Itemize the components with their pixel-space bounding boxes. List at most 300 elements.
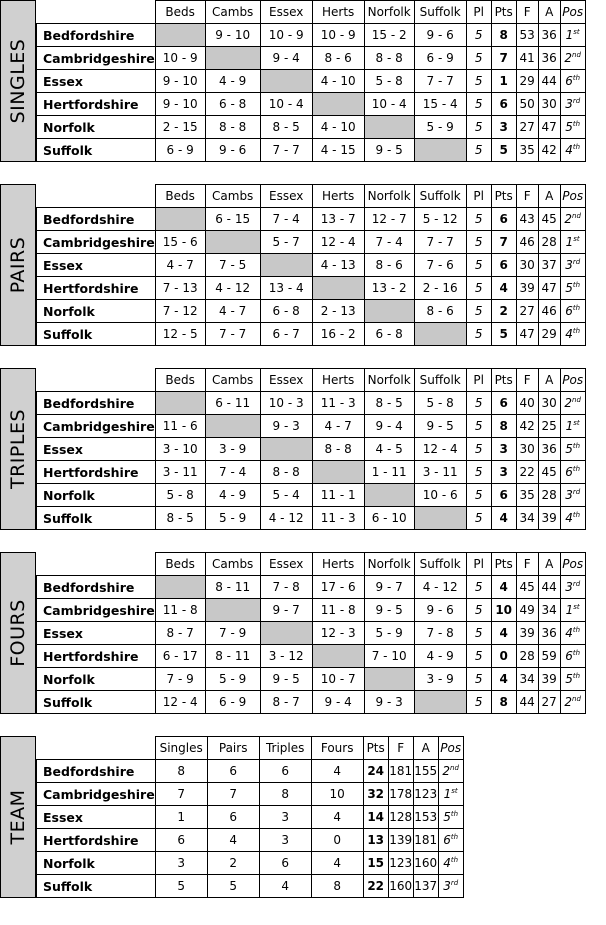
- result-cell: 7 - 10: [364, 645, 414, 668]
- played-cell: 5: [466, 507, 491, 530]
- position-value: 5: [443, 810, 451, 824]
- played-cell: 5: [466, 622, 491, 645]
- column-header: A: [413, 737, 438, 760]
- results-table: [36, 0, 586, 162]
- result-cell: 8 - 7: [260, 691, 312, 714]
- county-name: Bedfordshire: [37, 24, 156, 47]
- position-value: 5: [565, 672, 573, 686]
- table-row: [37, 70, 586, 93]
- column-header: Herts: [312, 369, 364, 392]
- column-header: Beds: [155, 553, 205, 576]
- for-cell: 123: [388, 852, 413, 875]
- position-value: 6: [565, 74, 573, 88]
- result-cell: 3 - 11: [414, 461, 466, 484]
- table-row: [37, 231, 586, 254]
- column-header: F: [516, 1, 538, 24]
- against-cell: 44: [538, 70, 560, 93]
- result-cell: 3 - 9: [205, 438, 260, 461]
- result-cell: 6 - 8: [260, 300, 312, 323]
- result-cell: 12 - 4: [155, 691, 205, 714]
- result-cell: 9 - 5: [364, 139, 414, 162]
- county-name: Essex: [37, 254, 156, 277]
- section-title: TEAM: [7, 789, 29, 845]
- played-cell: 5: [466, 277, 491, 300]
- column-header: Pts: [491, 1, 516, 24]
- county-name: Suffolk: [37, 139, 156, 162]
- triples-cell: 6: [259, 760, 311, 783]
- result-cell: 16 - 2: [312, 323, 364, 346]
- position-suffix: th: [572, 511, 581, 519]
- result-cell: 8 - 5: [260, 116, 312, 139]
- points-cell: 2: [491, 300, 516, 323]
- position-suffix: th: [572, 442, 581, 450]
- column-header: Cambs: [205, 185, 260, 208]
- position-cell: [560, 231, 585, 254]
- result-cell: 5 - 8: [414, 392, 466, 415]
- position-cell: [560, 461, 585, 484]
- table-row: [37, 576, 586, 599]
- result-cell: 10 - 7: [312, 668, 364, 691]
- for-cell: 34: [516, 507, 538, 530]
- column-header: A: [538, 1, 560, 24]
- triples-cell: 8: [259, 783, 311, 806]
- played-cell: 5: [466, 47, 491, 70]
- points-cell: 6: [491, 93, 516, 116]
- played-cell: 5: [466, 645, 491, 668]
- result-cell: 4 - 12: [205, 277, 260, 300]
- for-cell: 39: [516, 622, 538, 645]
- result-cell: 7 - 4: [205, 461, 260, 484]
- column-header: Norfolk: [364, 185, 414, 208]
- position-suffix: th: [572, 327, 581, 335]
- played-cell: 5: [466, 691, 491, 714]
- team-table: [36, 736, 464, 898]
- points-cell: 22: [363, 875, 388, 898]
- section-label-panel: [0, 552, 36, 714]
- table-row: [37, 622, 586, 645]
- county-name: Hertfordshire: [37, 93, 156, 116]
- column-header: F: [516, 553, 538, 576]
- against-cell: 46: [538, 300, 560, 323]
- points-cell: 7: [491, 47, 516, 70]
- result-cell: 3 - 10: [155, 438, 205, 461]
- result-cell: 9 - 4: [260, 47, 312, 70]
- corner-cell: [37, 1, 156, 24]
- corner-cell: [37, 737, 156, 760]
- for-cell: 160: [388, 875, 413, 898]
- position-cell: [560, 392, 585, 415]
- column-header: Pos: [560, 185, 585, 208]
- result-cell: 12 - 5: [155, 323, 205, 346]
- against-cell: 36: [538, 47, 560, 70]
- triples-section: [0, 368, 597, 530]
- result-cell: 3 - 12: [260, 645, 312, 668]
- played-cell: 5: [466, 300, 491, 323]
- position-suffix: th: [450, 833, 459, 841]
- result-cell: 11 - 8: [312, 599, 364, 622]
- position-cell: [438, 875, 463, 898]
- position-value: 3: [565, 488, 573, 502]
- position-value: 1: [565, 28, 574, 42]
- result-cell: 7 - 13: [155, 277, 205, 300]
- position-cell: [560, 300, 585, 323]
- against-cell: 30: [538, 93, 560, 116]
- result-cell: 9 - 7: [364, 576, 414, 599]
- result-cell: 7 - 7: [414, 70, 466, 93]
- points-cell: 6: [491, 254, 516, 277]
- against-cell: 39: [538, 668, 560, 691]
- result-cell: 6 - 8: [205, 93, 260, 116]
- result-cell: 10 - 9: [312, 24, 364, 47]
- fours-cell: 4: [311, 852, 363, 875]
- position-cell: [560, 323, 585, 346]
- table-row: [37, 507, 586, 530]
- against-cell: 45: [538, 461, 560, 484]
- result-cell: 7 - 9: [155, 668, 205, 691]
- county-name: Cambridgeshire: [37, 47, 156, 70]
- column-header: Pos: [560, 553, 585, 576]
- against-cell: 27: [538, 691, 560, 714]
- result-cell: 7 - 4: [364, 231, 414, 254]
- self-match-cell: [205, 599, 260, 622]
- pairs-cell: 2: [207, 852, 259, 875]
- result-cell: 15 - 2: [364, 24, 414, 47]
- result-cell: 7 - 4: [260, 208, 312, 231]
- result-cell: 6 - 9: [205, 691, 260, 714]
- county-name: Bedfordshire: [37, 392, 156, 415]
- self-match-cell: [364, 116, 414, 139]
- played-cell: 5: [466, 93, 491, 116]
- county-name: Norfolk: [37, 852, 156, 875]
- position-value: 5: [565, 281, 573, 295]
- table-row: [37, 93, 586, 116]
- for-cell: 39: [516, 277, 538, 300]
- result-cell: 13 - 7: [312, 208, 364, 231]
- position-suffix: st: [573, 235, 580, 243]
- self-match-cell: [414, 691, 466, 714]
- against-cell: 34: [538, 599, 560, 622]
- result-cell: 1 - 11: [364, 461, 414, 484]
- points-cell: 4: [491, 576, 516, 599]
- result-cell: 9 - 7: [260, 599, 312, 622]
- points-cell: 7: [491, 231, 516, 254]
- result-cell: 8 - 5: [155, 507, 205, 530]
- pairs-cell: 6: [207, 806, 259, 829]
- header-row: [37, 553, 586, 576]
- column-header: Herts: [312, 185, 364, 208]
- position-suffix: th: [572, 281, 581, 289]
- points-cell: 3: [491, 116, 516, 139]
- against-cell: 36: [538, 622, 560, 645]
- position-cell: [560, 645, 585, 668]
- header-row: [37, 737, 464, 760]
- result-cell: 12 - 7: [364, 208, 414, 231]
- result-cell: 4 - 5: [364, 438, 414, 461]
- result-cell: 10 - 3: [260, 392, 312, 415]
- result-cell: 13 - 2: [364, 277, 414, 300]
- result-cell: 17 - 6: [312, 576, 364, 599]
- for-cell: 30: [516, 438, 538, 461]
- result-cell: 8 - 6: [414, 300, 466, 323]
- points-cell: 8: [491, 691, 516, 714]
- self-match-cell: [260, 622, 312, 645]
- against-cell: 28: [538, 484, 560, 507]
- position-cell: [438, 783, 463, 806]
- column-header: Pl: [466, 1, 491, 24]
- table-row: [37, 24, 586, 47]
- result-cell: 8 - 11: [205, 576, 260, 599]
- county-name: Essex: [37, 622, 156, 645]
- for-cell: 30: [516, 254, 538, 277]
- table-row: [37, 208, 586, 231]
- result-cell: 10 - 4: [260, 93, 312, 116]
- played-cell: 5: [466, 392, 491, 415]
- for-cell: 35: [516, 139, 538, 162]
- table-row: [37, 599, 586, 622]
- self-match-cell: [414, 507, 466, 530]
- county-name: Suffolk: [37, 691, 156, 714]
- result-cell: 12 - 4: [414, 438, 466, 461]
- played-cell: 5: [466, 599, 491, 622]
- header-row: [37, 369, 586, 392]
- against-cell: 153: [413, 806, 438, 829]
- column-header: Pos: [438, 737, 463, 760]
- played-cell: 5: [466, 323, 491, 346]
- result-cell: 8 - 8: [312, 438, 364, 461]
- table-row: [37, 645, 586, 668]
- self-match-cell: [205, 47, 260, 70]
- result-cell: 4 - 12: [414, 576, 466, 599]
- for-cell: 34: [516, 668, 538, 691]
- position-suffix: rd: [450, 879, 459, 887]
- column-header: Essex: [260, 553, 312, 576]
- header-row: [37, 185, 586, 208]
- triples-cell: 3: [259, 829, 311, 852]
- results-table: [36, 552, 586, 714]
- singles-section: [0, 0, 597, 162]
- position-cell: [560, 24, 585, 47]
- position-suffix: th: [450, 810, 459, 818]
- points-cell: 24: [363, 760, 388, 783]
- result-cell: 6 - 10: [364, 507, 414, 530]
- position-cell: [438, 806, 463, 829]
- points-cell: 4: [491, 622, 516, 645]
- against-cell: 29: [538, 323, 560, 346]
- result-cell: 4 - 7: [205, 300, 260, 323]
- result-cell: 2 - 16: [414, 277, 466, 300]
- position-value: 6: [565, 649, 573, 663]
- singles-cell: 5: [155, 875, 207, 898]
- corner-cell: [37, 369, 156, 392]
- played-cell: 5: [466, 231, 491, 254]
- self-match-cell: [312, 645, 364, 668]
- result-cell: 9 - 5: [260, 668, 312, 691]
- position-value: 3: [565, 258, 573, 272]
- position-cell: [560, 668, 585, 691]
- table-row: [37, 277, 586, 300]
- result-cell: 5 - 9: [205, 507, 260, 530]
- table-row: [37, 415, 586, 438]
- position-cell: [560, 254, 585, 277]
- column-header: Suffolk: [414, 185, 466, 208]
- pairs-cell: 6: [207, 760, 259, 783]
- table-row: [37, 139, 586, 162]
- table-row: [37, 806, 464, 829]
- points-cell: 1: [491, 70, 516, 93]
- result-cell: 11 - 1: [312, 484, 364, 507]
- county-name: Essex: [37, 70, 156, 93]
- position-suffix: th: [572, 74, 581, 82]
- result-cell: 9 - 6: [205, 139, 260, 162]
- position-suffix: nd: [572, 212, 581, 220]
- for-cell: 49: [516, 599, 538, 622]
- column-header: Essex: [260, 1, 312, 24]
- against-cell: 28: [538, 231, 560, 254]
- corner-cell: [37, 553, 156, 576]
- county-name: Suffolk: [37, 875, 156, 898]
- result-cell: 11 - 6: [155, 415, 205, 438]
- result-cell: 3 - 9: [414, 668, 466, 691]
- results-table: [36, 368, 586, 530]
- position-value: 6: [565, 304, 573, 318]
- self-match-cell: [155, 392, 205, 415]
- position-suffix: th: [450, 856, 459, 864]
- position-value: 1: [443, 787, 452, 801]
- result-cell: 6 - 9: [155, 139, 205, 162]
- against-cell: 42: [538, 139, 560, 162]
- result-cell: 7 - 7: [414, 231, 466, 254]
- for-cell: 42: [516, 415, 538, 438]
- result-cell: 6 - 9: [414, 47, 466, 70]
- column-header: Pts: [491, 553, 516, 576]
- result-cell: 12 - 3: [312, 622, 364, 645]
- fours-cell: 8: [311, 875, 363, 898]
- column-header: F: [388, 737, 413, 760]
- column-header: Cambs: [205, 1, 260, 24]
- section-label-panel: [0, 736, 36, 898]
- section-title: PAIRS: [7, 236, 29, 294]
- self-match-cell: [364, 300, 414, 323]
- position-value: 2: [564, 695, 573, 709]
- position-cell: [438, 829, 463, 852]
- played-cell: 5: [466, 254, 491, 277]
- result-cell: 8 - 6: [364, 254, 414, 277]
- column-header: Pts: [363, 737, 388, 760]
- position-suffix: rd: [572, 258, 581, 266]
- self-match-cell: [260, 254, 312, 277]
- column-header: Suffolk: [414, 553, 466, 576]
- position-value: 4: [565, 626, 573, 640]
- table-row: [37, 323, 586, 346]
- for-cell: 50: [516, 93, 538, 116]
- singles-cell: 1: [155, 806, 207, 829]
- self-match-cell: [155, 576, 205, 599]
- singles-cell: 7: [155, 783, 207, 806]
- self-match-cell: [260, 438, 312, 461]
- column-header: Herts: [312, 1, 364, 24]
- result-cell: 5 - 8: [364, 70, 414, 93]
- result-cell: 7 - 8: [414, 622, 466, 645]
- column-header: Norfolk: [364, 1, 414, 24]
- column-header: Norfolk: [364, 553, 414, 576]
- fours-cell: 4: [311, 760, 363, 783]
- table-row: [37, 852, 464, 875]
- fours-cell: 10: [311, 783, 363, 806]
- for-cell: 139: [388, 829, 413, 852]
- triples-cell: 6: [259, 852, 311, 875]
- table-row: [37, 47, 586, 70]
- county-name: Hertfordshire: [37, 645, 156, 668]
- result-cell: 4 - 12: [260, 507, 312, 530]
- table-row: [37, 760, 464, 783]
- result-cell: 6 - 7: [260, 323, 312, 346]
- against-cell: 137: [413, 875, 438, 898]
- position-cell: [560, 47, 585, 70]
- county-name: Hertfordshire: [37, 461, 156, 484]
- points-cell: 4: [491, 277, 516, 300]
- self-match-cell: [312, 277, 364, 300]
- points-cell: 4: [491, 507, 516, 530]
- header-row: [37, 1, 586, 24]
- section-label-panel: [0, 0, 36, 162]
- column-header: Pl: [466, 369, 491, 392]
- position-cell: [438, 852, 463, 875]
- table-row: [37, 116, 586, 139]
- result-cell: 5 - 4: [260, 484, 312, 507]
- position-cell: [560, 93, 585, 116]
- position-value: 2: [564, 396, 573, 410]
- position-value: 4: [565, 143, 573, 157]
- for-cell: 27: [516, 300, 538, 323]
- played-cell: 5: [466, 139, 491, 162]
- result-cell: 8 - 8: [260, 461, 312, 484]
- result-cell: 8 - 11: [205, 645, 260, 668]
- column-header: A: [538, 369, 560, 392]
- played-cell: 5: [466, 461, 491, 484]
- table-row: [37, 461, 586, 484]
- column-header: Pts: [491, 369, 516, 392]
- result-cell: 7 - 9: [205, 622, 260, 645]
- result-cell: 9 - 10: [205, 24, 260, 47]
- for-cell: 47: [516, 323, 538, 346]
- position-cell: [560, 70, 585, 93]
- self-match-cell: [155, 24, 205, 47]
- section-title: SINGLES: [7, 38, 29, 124]
- for-cell: 29: [516, 70, 538, 93]
- points-cell: 8: [491, 415, 516, 438]
- played-cell: 5: [466, 116, 491, 139]
- triples-cell: 3: [259, 806, 311, 829]
- county-name: Norfolk: [37, 484, 156, 507]
- against-cell: 39: [538, 507, 560, 530]
- self-match-cell: [260, 70, 312, 93]
- column-header: F: [516, 369, 538, 392]
- column-header: Beds: [155, 369, 205, 392]
- for-cell: 22: [516, 461, 538, 484]
- singles-cell: 8: [155, 760, 207, 783]
- column-header: Pos: [560, 1, 585, 24]
- result-cell: 9 - 6: [414, 24, 466, 47]
- result-cell: 2 - 13: [312, 300, 364, 323]
- column-header: Essex: [260, 369, 312, 392]
- column-header: Beds: [155, 185, 205, 208]
- position-suffix: th: [572, 672, 581, 680]
- result-cell: 8 - 7: [155, 622, 205, 645]
- self-match-cell: [414, 323, 466, 346]
- column-header: Pts: [491, 185, 516, 208]
- result-cell: 8 - 5: [364, 392, 414, 415]
- against-cell: 47: [538, 116, 560, 139]
